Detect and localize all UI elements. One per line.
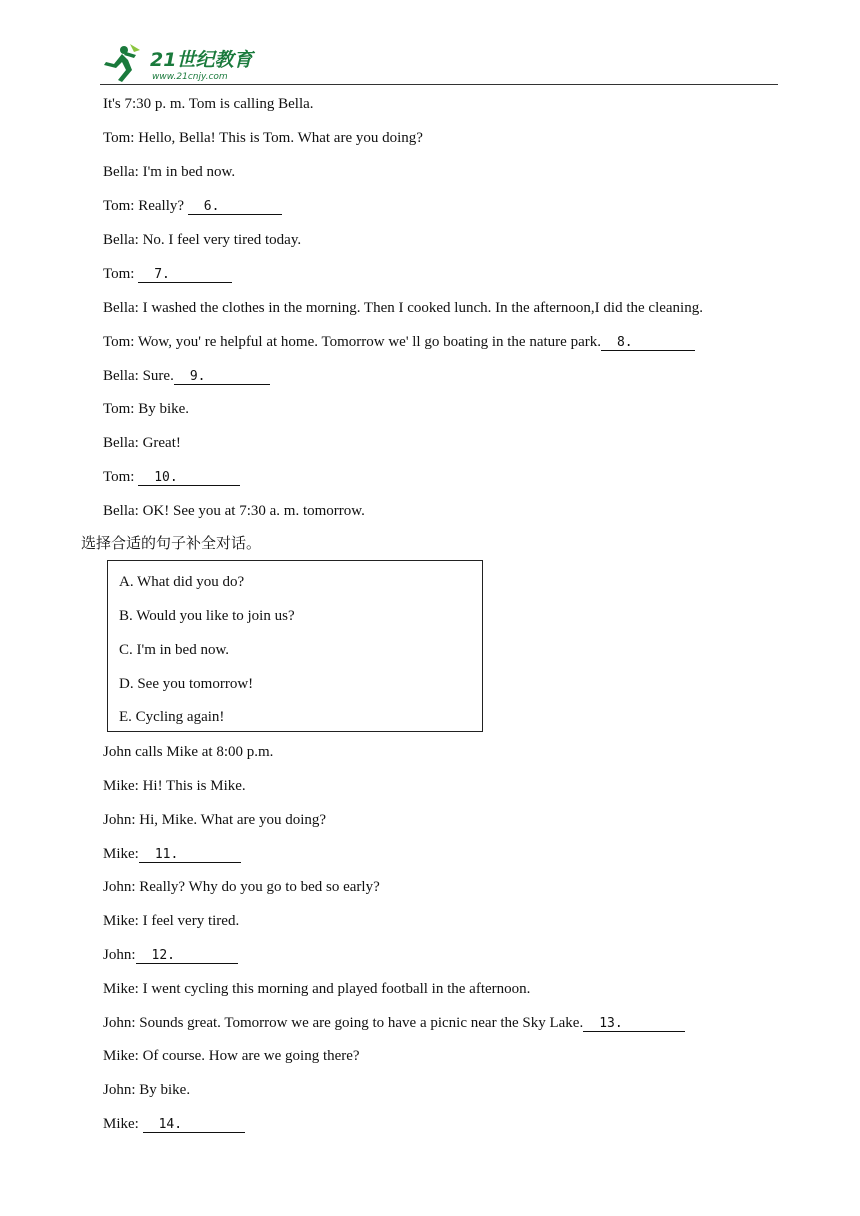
dialogue-line: Bella: I washed the clothes in the morning. Then I cooked lunch. In the afternoon,I did the cleaning. (103, 300, 703, 316)
dialogue2-intro: John calls Mike at 8:00 p.m. (103, 744, 274, 760)
dialogue-line: Bella: OK! See you at 7:30 a. m. tomorrow. (103, 503, 365, 519)
dialogue-line: Mike: 14. (103, 1115, 245, 1133)
running-figure-icon (104, 44, 140, 82)
answer-blank-14[interactable]: 14. (143, 1117, 245, 1133)
logo-sub-text: www.21cnjy.com (152, 72, 228, 82)
answer-blank-7[interactable]: 7. (138, 267, 232, 283)
dialogue-line: Bella: Great! (103, 435, 181, 451)
dialogue1-intro: It's 7:30 p. m. Tom is calling Bella. (103, 96, 314, 112)
dialogue-line: Mike: 11. (103, 845, 241, 863)
answer-blank-13[interactable]: 13. (583, 1016, 685, 1032)
dialogue-line: John: Hi, Mike. What are you doing? (103, 812, 327, 828)
dialogue-line: Mike: I feel very tired. (103, 913, 240, 929)
answer-blank-9[interactable]: 9. (174, 369, 270, 385)
header-divider (100, 84, 778, 85)
section-instruction: 选择合适的句子补全对话。 (81, 534, 262, 552)
answer-blank-10[interactable]: 10. (138, 470, 240, 486)
dialogue-line: Tom: 7. (103, 265, 232, 283)
answer-blank-11[interactable]: 11. (139, 847, 241, 863)
dialogue-line: John: By bike. (103, 1082, 191, 1098)
option-c: C. I'm in bed now. (119, 642, 230, 658)
dialogue-line: John: 12. (103, 946, 238, 964)
dialogue-line: Tom: Really? 6. (103, 197, 282, 215)
dialogue-line: John: Really? Why do you go to bed so early? (103, 879, 380, 895)
dialogue-line: Bella: No. I feel very tired today. (103, 232, 302, 248)
answer-blank-8[interactable]: 8. (601, 335, 695, 351)
dialogue-line: Tom: Wow, you' re helpful at home. Tomorrow we' ll go boating in the nature park. 8. (103, 333, 695, 351)
answer-blank-12[interactable]: 12. (136, 948, 238, 964)
dialogue-line: Mike: I went cycling this morning and played football in the afternoon. (103, 981, 531, 997)
dialogue-line: Tom: Hello, Bella! This is Tom. What are you doing? (103, 130, 423, 146)
answer-blank-6[interactable]: 6. (188, 199, 282, 215)
options-box (107, 560, 483, 732)
dialogue-line: Mike: Hi! This is Mike. (103, 778, 246, 794)
dialogue-line: John: Sounds great. Tomorrow we are going to have a picnic near the Sky Lake. 13. (103, 1014, 685, 1032)
dialogue-line: Bella: Sure. 9. (103, 367, 270, 385)
dialogue-line: Bella: I'm in bed now. (103, 164, 236, 180)
option-e: E. Cycling again! (119, 709, 225, 725)
option-b: B. Would you like to join us? (119, 608, 295, 624)
dialogue-line: Tom: 10. (103, 468, 240, 486)
dialogue-line: Tom: By bike. (103, 401, 190, 417)
option-a: A. What did you do? (119, 574, 245, 590)
dialogue-line: Mike: Of course. How are we going there? (103, 1048, 360, 1064)
option-d: D. See you tomorrow! (119, 676, 254, 692)
logo-main-text: 21世纪教育 (150, 49, 253, 71)
site-logo (100, 40, 270, 86)
